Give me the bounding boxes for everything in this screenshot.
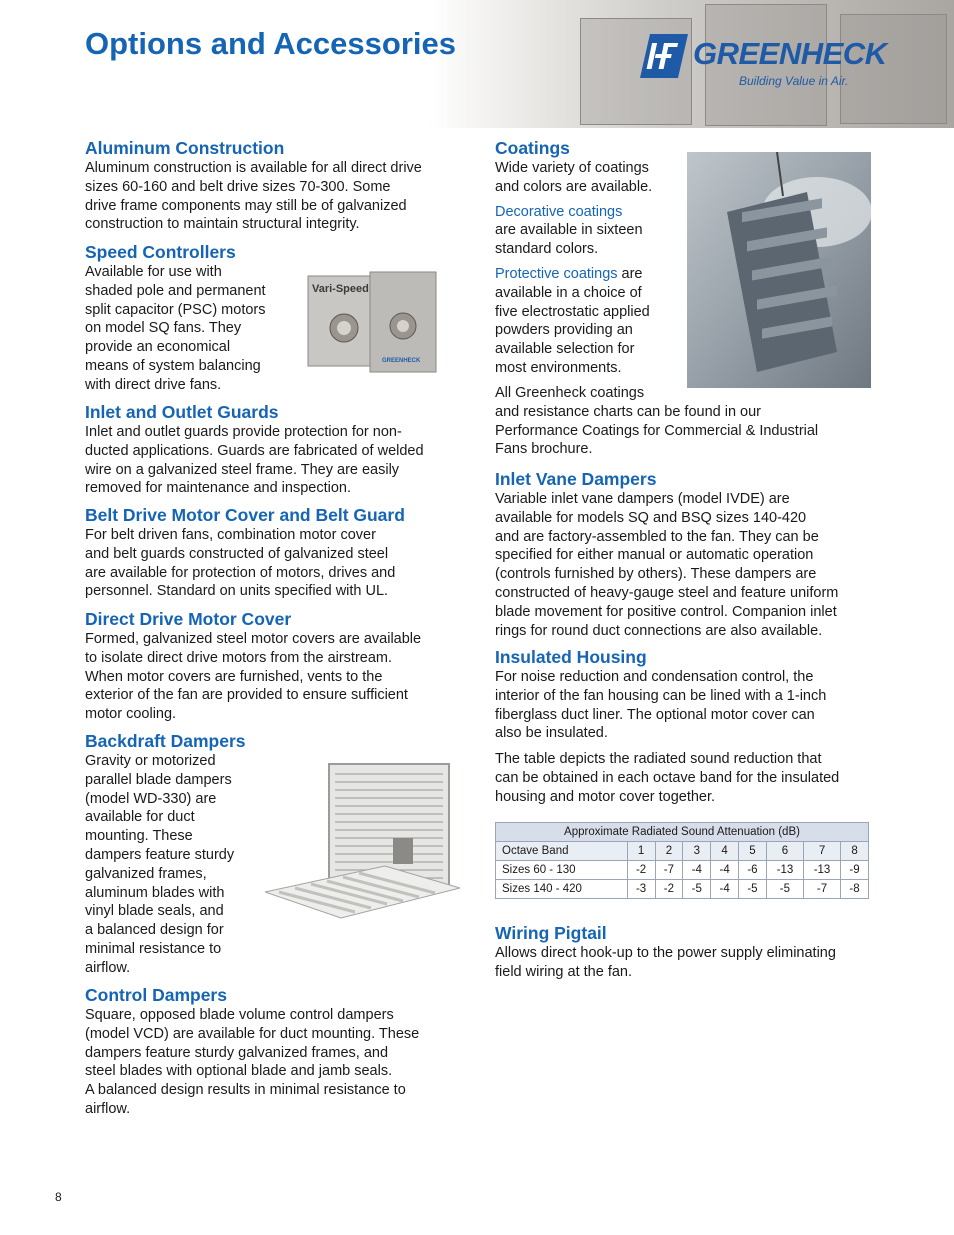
table-cell: -9: [841, 861, 869, 880]
table-header-cell: 1: [627, 842, 655, 861]
table-header-cell: 5: [739, 842, 767, 861]
body-line: wire on a galvanized steel frame. They are easily: [85, 461, 400, 478]
body-line: (model VCD) are available for duct mounting. These: [85, 1025, 420, 1042]
body-text: are: [617, 265, 643, 282]
body-line: The table depicts the radiated sound reduction that: [495, 751, 822, 768]
table-header-cell: 8: [841, 842, 869, 861]
logo-tagline: Building Value in Air.: [739, 74, 849, 88]
section-heading: Backdraft Dampers: [85, 731, 246, 751]
body-line: provide an economical: [85, 339, 231, 356]
body-line: Fans brochure.: [495, 441, 593, 458]
vari-speed-label: Vari-Speed: [312, 283, 369, 295]
table-cell: Sizes 60 - 130: [496, 861, 628, 880]
body-line: construction to maintain structural integrity.: [85, 216, 360, 233]
body-line: fiberglass duct liner. The optional motor cover can: [495, 706, 815, 723]
table-row: [496, 880, 869, 899]
body-line: dampers feature sturdy: [85, 846, 235, 863]
body-line: standard colors.: [495, 241, 599, 258]
body-line: motor cooling.: [85, 706, 177, 723]
table-cell: -4: [711, 861, 739, 880]
backdraft-damper-photo: [265, 760, 460, 930]
section-heading: Direct Drive Motor Cover: [85, 609, 292, 629]
body-line: removed for maintenance and inspection.: [85, 480, 351, 497]
body-line: shaded pole and permanent: [85, 282, 266, 299]
page-number: 8: [55, 1190, 62, 1204]
section-backdraft-dampers: [85, 730, 265, 978]
body-line: also be insulated.: [495, 725, 608, 742]
body-line: blade movement for positive control. Companion inlet: [495, 603, 837, 620]
section-heading: Inlet Vane Dampers: [495, 469, 657, 489]
coatings-closing: [495, 384, 875, 459]
body-line: personnel. Standard on units specified with UL.: [85, 583, 389, 600]
section-inlet-vane-dampers: [495, 468, 875, 640]
decorative-coatings-label: [495, 203, 685, 222]
table-cell: -5: [683, 880, 711, 899]
table-header-cell: 4: [711, 842, 739, 861]
table-cell: -4: [683, 861, 711, 880]
logo-wordmark: GREENHECK: [693, 36, 887, 71]
body-line: Gravity or motorized: [85, 753, 216, 769]
body-line: A balanced design results in minimal resistance to: [85, 1082, 406, 1099]
section-speed-controllers: [85, 241, 305, 395]
greenheck-logo: [640, 34, 887, 94]
body-line: split capacitor (PSC) motors: [85, 301, 266, 318]
table-cell: -8: [841, 880, 869, 899]
body-line: with direct drive fans.: [85, 376, 222, 393]
body-line: (controls furnished by others). These dampers are: [495, 566, 817, 583]
section-inlet-outlet-guards: [85, 401, 460, 498]
body-line: Wide variety of coatings: [495, 160, 649, 176]
protective-coatings-term: Protective coatings: [495, 265, 618, 282]
body-line: Inlet and outlet guards provide protection for non-: [85, 424, 402, 440]
body-line: exterior of the fan are provided to ensure sufficient: [85, 687, 408, 704]
body-line: can be obtained in each octave band for the insulated: [495, 769, 840, 786]
body-line: Aluminum construction is available for all direct drive: [85, 160, 422, 176]
table-cell: Sizes 140 - 420: [496, 880, 628, 899]
greenheck-label: GREENHECK: [382, 358, 421, 364]
table-caption: Approximate Radiated Sound Attenuation (dB): [496, 823, 869, 842]
body-line: means of system balancing: [85, 357, 261, 374]
section-coatings: [495, 137, 685, 378]
table-header-cell: 3: [683, 842, 711, 861]
body-line: and resistance charts can be found in our: [495, 403, 761, 420]
table-cell: -5: [739, 880, 767, 899]
greenheck-logo-icon: [640, 34, 688, 78]
body-line: Allows direct hook-up to the power supply eliminating: [495, 945, 836, 961]
section-heading: Belt Drive Motor Cover and Belt Guard: [85, 505, 405, 525]
section-heading: Insulated Housing: [495, 647, 647, 667]
section-heading: Wiring Pigtail: [495, 923, 607, 943]
body-line: housing and motor cover together.: [495, 788, 716, 805]
body-line: mounting. These: [85, 828, 193, 845]
section-heading: Coatings: [495, 138, 570, 158]
table-cell: -13: [766, 861, 803, 880]
body-line: For noise reduction and condensation control, the: [495, 669, 814, 685]
body-line: galvanized frames,: [85, 865, 207, 882]
section-heading: Control Dampers: [85, 985, 227, 1005]
body-line: and are factory-assembled to the fan. They can be: [495, 528, 819, 545]
table-header-row: [496, 842, 869, 861]
body-line: dampers feature sturdy galvanized frames, and: [85, 1044, 389, 1061]
body-line: are available in sixteen: [495, 222, 643, 239]
section-insulated-housing: [495, 646, 875, 807]
body-line: interior of the fan housing can be lined with a 1-inch: [495, 687, 827, 704]
body-line: Formed, galvanized steel motor covers are available: [85, 631, 422, 647]
body-line: to isolate direct drive motors from the airstream.: [85, 649, 393, 666]
table-cell: -4: [711, 880, 739, 899]
body-line: available in a choice of: [495, 284, 642, 301]
table-cell: -3: [627, 880, 655, 899]
body-line: a balanced design for: [85, 922, 224, 939]
table-caption-row: [496, 823, 869, 842]
body-line: and colors are available.: [495, 178, 653, 195]
body-line: field wiring at the fan.: [495, 963, 633, 980]
body-line: (model WD-330) are: [85, 790, 217, 807]
body-line: minimal resistance to: [85, 940, 222, 957]
body-line: rings for round duct connections are also available.: [495, 622, 823, 639]
section-direct-drive-motor-cover: [85, 608, 460, 724]
body-line: steel blades with optional blade and jamb seals.: [85, 1063, 393, 1080]
body-line: parallel blade dampers: [85, 771, 232, 788]
section-heading: Aluminum Construction: [85, 138, 285, 158]
section-heading: Speed Controllers: [85, 242, 236, 262]
body-line: sizes 60-160 and belt drive sizes 70-300. Some: [85, 178, 391, 195]
table-header-cell: Octave Band: [496, 842, 628, 861]
table-cell: -7: [655, 861, 683, 880]
body-line: All Greenheck coatings: [495, 385, 645, 401]
table-header-cell: 2: [655, 842, 683, 861]
page-title: Options and Accessories: [85, 26, 456, 61]
table-cell: -2: [655, 880, 683, 899]
body-line: vinyl blade seals, and: [85, 903, 224, 920]
body-line: drive frame components may still be of galvanized: [85, 197, 407, 214]
body-line: specified for either manual or automatic operation: [495, 547, 814, 564]
table-header-cell: 6: [766, 842, 803, 861]
body-line: five electrostatic applied: [495, 303, 650, 320]
body-line: constructed of heavy-gauge steel and feature uniform: [495, 584, 839, 601]
body-line: airflow.: [85, 1100, 131, 1117]
body-line: available for duct: [85, 809, 195, 826]
body-line: airflow.: [85, 959, 131, 976]
section-aluminum-construction: [85, 137, 460, 234]
table-cell: -13: [803, 861, 840, 880]
body-line: aluminum blades with: [85, 884, 225, 901]
coating-wheel-photo: [687, 152, 871, 388]
body-line: most environments.: [495, 359, 622, 376]
body-line: When motor covers are furnished, vents to the: [85, 668, 383, 685]
decorative-coatings-term: Decorative coatings: [495, 203, 623, 220]
speed-controller-photo: [300, 266, 440, 378]
body-line: For belt driven fans, combination motor cover: [85, 527, 376, 543]
section-control-dampers: [85, 984, 460, 1119]
body-line: Performance Coatings for Commercial & Industrial: [495, 422, 819, 439]
table-row: [496, 861, 869, 880]
table-cell: -2: [627, 861, 655, 880]
body-line: available for models SQ and BSQ sizes 140-420: [495, 509, 807, 526]
body-line: on model SQ fans. They: [85, 320, 242, 337]
section-belt-drive-motor-cover: [85, 504, 460, 601]
table-header-cell: 7: [803, 842, 840, 861]
body-line: available selection for: [495, 341, 635, 358]
body-line: powders providing an: [495, 322, 633, 339]
body-line: Variable inlet vane dampers (model IVDE) are: [495, 491, 790, 507]
sound-attenuation-table: [495, 822, 869, 899]
body-line: Square, opposed blade volume control dampers: [85, 1007, 394, 1023]
body-line: Available for use with: [85, 264, 222, 280]
table-cell: -7: [803, 880, 840, 899]
section-heading: Inlet and Outlet Guards: [85, 402, 279, 422]
body-line: and belt guards constructed of galvanized steel: [85, 545, 389, 562]
section-wiring-pigtail: [495, 922, 875, 982]
protective-coatings-line: [495, 265, 685, 284]
body-line: ducted applications. Guards are fabricated of welded: [85, 442, 424, 459]
body-line: are available for protection of motors, drives and: [85, 564, 396, 581]
table-cell: -6: [739, 861, 767, 880]
table-cell: -5: [766, 880, 803, 899]
